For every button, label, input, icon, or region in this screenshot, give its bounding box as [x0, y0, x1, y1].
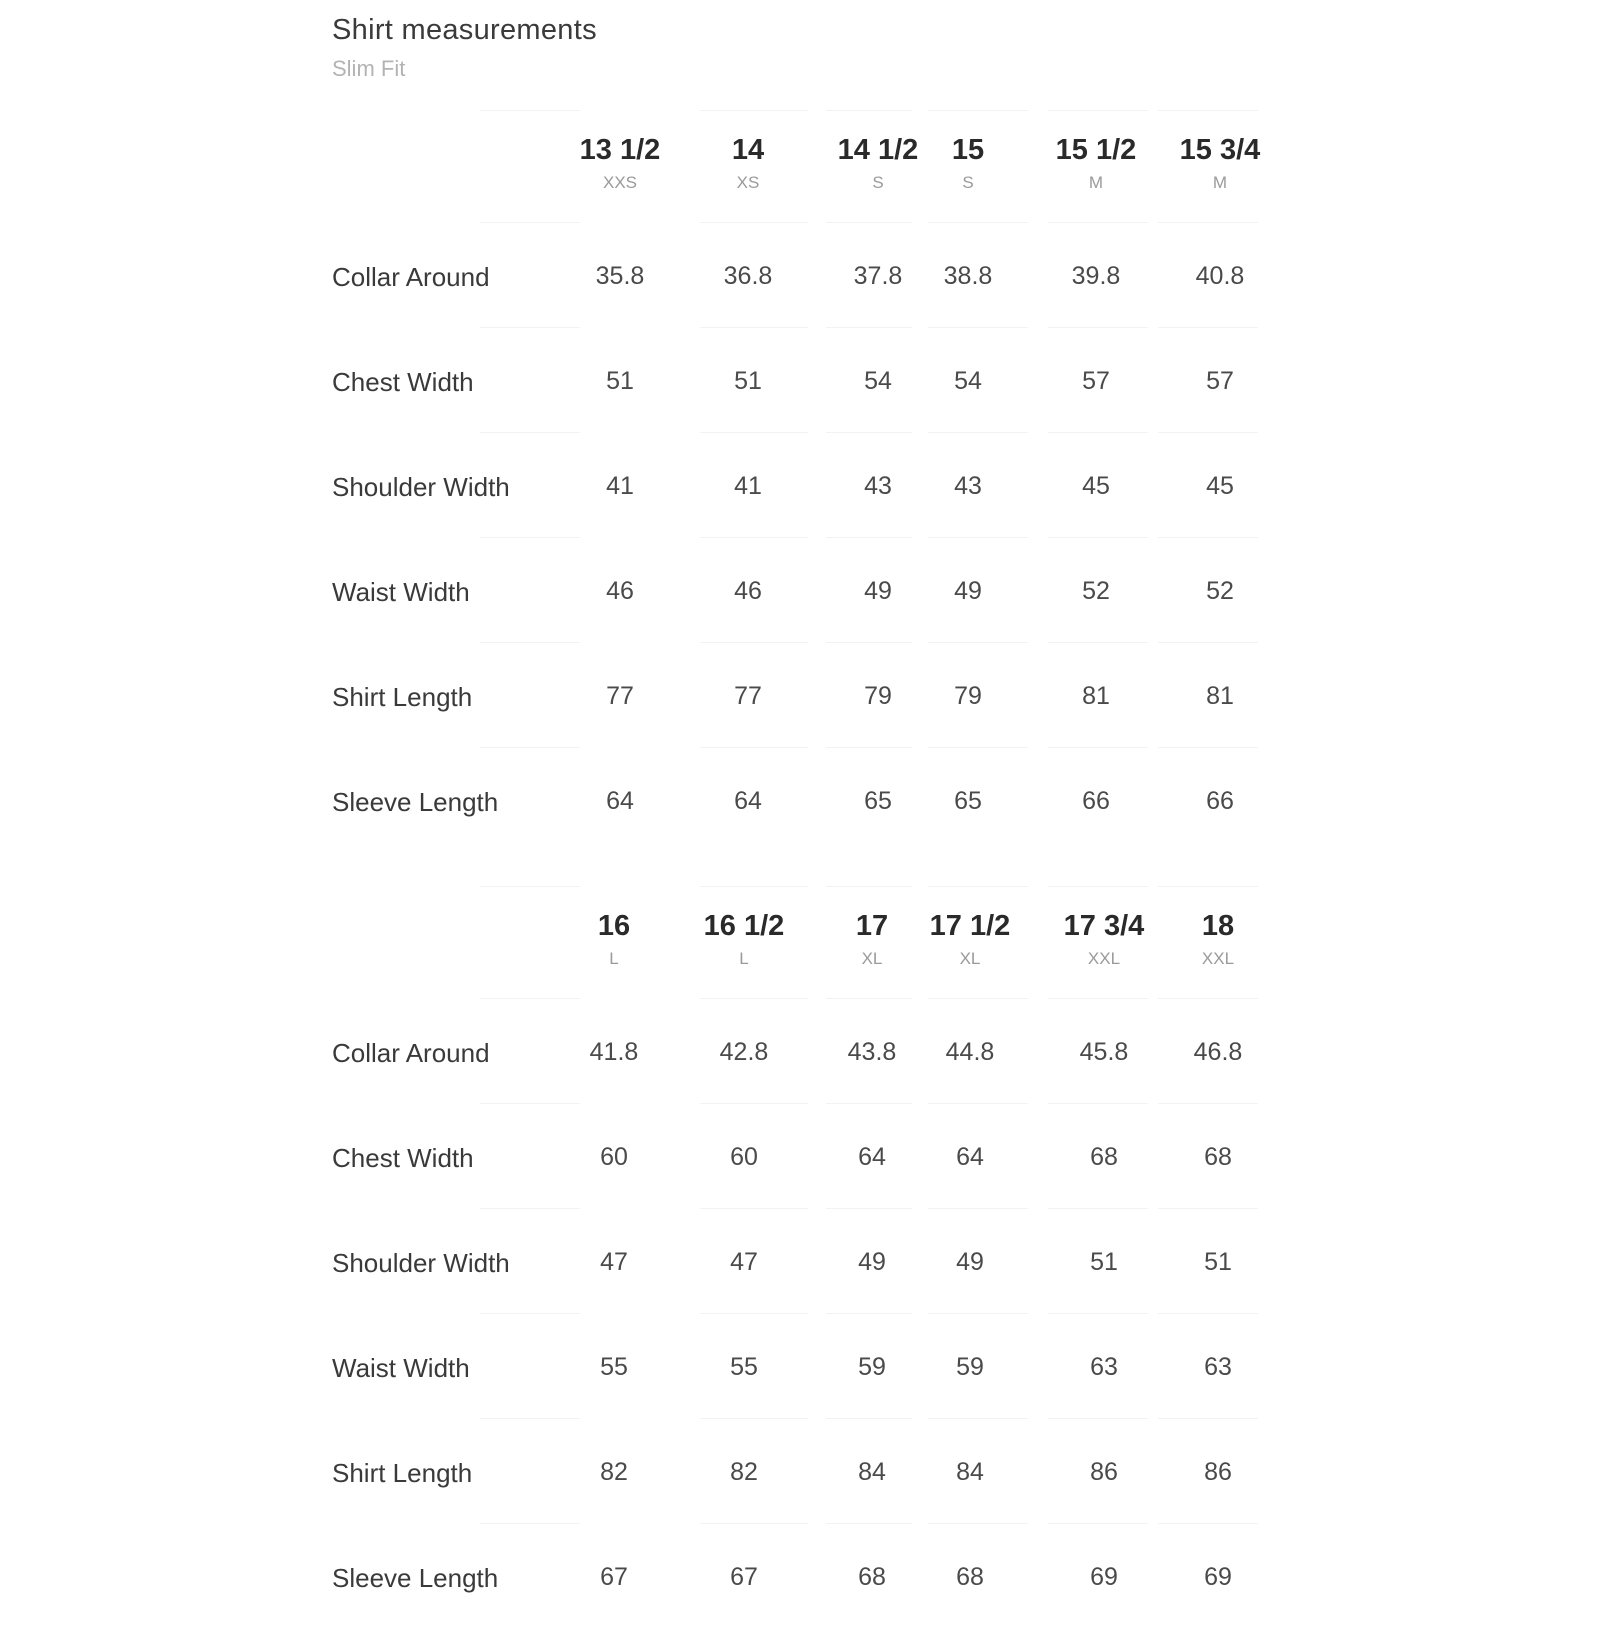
row-divider	[700, 1103, 808, 1104]
row-divider	[480, 642, 580, 643]
row-divider	[1158, 1523, 1258, 1524]
row-divider	[1158, 642, 1258, 643]
row-divider	[1048, 222, 1148, 223]
table-row	[0, 1313, 1600, 1418]
table-cell: 81	[1206, 682, 1234, 710]
row-divider	[826, 1208, 912, 1209]
row-divider	[700, 1208, 808, 1209]
table-cell: 46	[606, 577, 634, 605]
size-number: 15 1/2	[1055, 134, 1137, 166]
table-row	[0, 432, 1600, 537]
size-table-bottom	[0, 886, 1600, 1628]
size-letter: XS	[736, 173, 760, 192]
row-divider	[700, 327, 808, 328]
table-cell: 49	[954, 577, 982, 605]
table-cell: 64	[858, 1143, 886, 1171]
table-cell: 37.8	[853, 262, 903, 290]
size-letter: M	[1212, 173, 1228, 192]
table-cell: 63	[1090, 1353, 1118, 1381]
row-divider	[700, 1523, 808, 1524]
table-cell: 82	[730, 1458, 758, 1486]
table-cell: 64	[956, 1143, 984, 1171]
row-divider	[826, 432, 912, 433]
row-divider	[480, 1418, 580, 1419]
table-cell: 43.8	[847, 1038, 897, 1066]
size-column-header	[1044, 910, 1164, 969]
row-divider	[826, 1103, 912, 1104]
row-divider	[928, 747, 1028, 748]
size-table-top	[0, 110, 1600, 852]
table-cell: 45	[1082, 472, 1110, 500]
row-divider	[1158, 747, 1258, 748]
row-divider	[826, 222, 912, 223]
table-cell: 67	[600, 1563, 628, 1591]
table-cell: 60	[730, 1143, 758, 1171]
row-divider	[700, 222, 808, 223]
size-number: 15 3/4	[1179, 134, 1261, 166]
table-cell: 79	[864, 682, 892, 710]
size-number: 17	[855, 910, 889, 942]
row-divider	[1048, 1418, 1148, 1419]
row-divider	[826, 642, 912, 643]
table-cell: 57	[1082, 367, 1110, 395]
table-cell: 67	[730, 1563, 758, 1591]
size-number: 17 3/4	[1063, 910, 1145, 942]
table-row	[0, 1208, 1600, 1313]
size-letter: XXL	[1087, 949, 1121, 968]
table-cell: 36.8	[723, 262, 773, 290]
row-divider	[480, 537, 580, 538]
table-cell: 65	[954, 787, 982, 815]
row-divider	[700, 642, 808, 643]
row-divider	[700, 1313, 808, 1314]
table-cell: 44.8	[945, 1038, 995, 1066]
row-divider	[700, 432, 808, 433]
size-column-header	[560, 134, 680, 193]
row-divider	[928, 110, 1028, 111]
row-divider	[826, 998, 912, 999]
row-label: Chest Width	[332, 1143, 474, 1173]
table-cell: 49	[858, 1248, 886, 1276]
table-cell: 35.8	[595, 262, 645, 290]
size-column-header	[908, 134, 1028, 193]
row-divider	[928, 537, 1028, 538]
table-cell: 84	[956, 1458, 984, 1486]
row-divider	[480, 1103, 580, 1104]
row-divider	[928, 998, 1028, 999]
row-divider	[1048, 432, 1148, 433]
row-divider	[1158, 1418, 1258, 1419]
row-divider	[480, 1208, 580, 1209]
table-cell: 46.8	[1193, 1038, 1243, 1066]
size-column-header	[1160, 134, 1280, 193]
table-cell: 55	[600, 1353, 628, 1381]
table-cell: 69	[1204, 1563, 1232, 1591]
row-divider	[1158, 327, 1258, 328]
size-letter: XXS	[602, 173, 638, 192]
row-divider	[826, 1418, 912, 1419]
row-divider	[480, 222, 580, 223]
table-cell: 64	[734, 787, 762, 815]
table-cell: 68	[1090, 1143, 1118, 1171]
row-divider	[700, 1418, 808, 1419]
row-label: Waist Width	[332, 1353, 470, 1383]
size-header-row	[0, 110, 1600, 222]
row-divider	[480, 110, 580, 111]
table-cell: 51	[1090, 1248, 1118, 1276]
table-cell: 40.8	[1195, 262, 1245, 290]
table-cell: 86	[1204, 1458, 1232, 1486]
size-number: 16 1/2	[703, 910, 785, 942]
row-divider	[1158, 1313, 1258, 1314]
table-cell: 86	[1090, 1458, 1118, 1486]
table-cell: 60	[600, 1143, 628, 1171]
table-cell: 68	[1204, 1143, 1232, 1171]
row-divider	[700, 537, 808, 538]
row-divider	[826, 327, 912, 328]
table-cell: 51	[606, 367, 634, 395]
table-cell: 59	[956, 1353, 984, 1381]
table-cell: 51	[1204, 1248, 1232, 1276]
table-cell: 41.8	[589, 1038, 639, 1066]
table-cell: 43	[954, 472, 982, 500]
table-cell: 46	[734, 577, 762, 605]
row-divider	[1158, 537, 1258, 538]
table-cell: 65	[864, 787, 892, 815]
table-cell: 55	[730, 1353, 758, 1381]
row-divider	[700, 886, 808, 887]
row-divider	[1048, 642, 1148, 643]
row-divider	[480, 886, 580, 887]
table-cell: 69	[1090, 1563, 1118, 1591]
row-divider	[826, 1313, 912, 1314]
row-label: Shoulder Width	[332, 1248, 510, 1278]
table-row	[0, 222, 1600, 327]
size-letter: S	[872, 173, 884, 192]
row-divider	[480, 327, 580, 328]
row-divider	[826, 110, 912, 111]
table-cell: 49	[864, 577, 892, 605]
table-cell: 63	[1204, 1353, 1232, 1381]
table-cell: 66	[1082, 787, 1110, 815]
row-divider	[928, 1523, 1028, 1524]
table-cell: 43	[864, 472, 892, 500]
size-letter: XXL	[1201, 949, 1235, 968]
table-cell: 77	[734, 682, 762, 710]
size-letter: XL	[959, 949, 981, 968]
row-divider	[1158, 110, 1258, 111]
table-row	[0, 998, 1600, 1103]
row-divider	[1048, 886, 1148, 887]
table-cell: 45	[1206, 472, 1234, 500]
size-number: 14 1/2	[837, 134, 919, 166]
table-cell: 49	[956, 1248, 984, 1276]
row-divider	[1158, 998, 1258, 999]
size-number: 17 1/2	[929, 910, 1011, 942]
size-column-header	[684, 910, 804, 969]
row-divider	[480, 998, 580, 999]
size-number: 15	[951, 134, 985, 166]
table-cell: 45.8	[1079, 1038, 1129, 1066]
size-number: 18	[1201, 910, 1235, 942]
table-cell: 54	[864, 367, 892, 395]
row-divider	[826, 537, 912, 538]
size-letter: L	[739, 949, 749, 968]
table-cell: 57	[1206, 367, 1234, 395]
row-divider	[1158, 432, 1258, 433]
row-label: Shirt Length	[332, 682, 473, 712]
size-column-header	[1158, 910, 1278, 969]
table-cell: 59	[858, 1353, 886, 1381]
row-divider	[1158, 1103, 1258, 1104]
table-cell: 64	[606, 787, 634, 815]
row-divider	[700, 110, 808, 111]
row-divider	[928, 642, 1028, 643]
row-divider	[928, 432, 1028, 433]
size-letter: M	[1088, 173, 1104, 192]
row-divider	[1048, 1208, 1148, 1209]
row-divider	[1158, 222, 1258, 223]
row-label: Collar Around	[332, 1038, 490, 1068]
row-divider	[1048, 1523, 1148, 1524]
row-label: Waist Width	[332, 577, 470, 607]
table-row	[0, 1523, 1600, 1628]
row-divider	[928, 1208, 1028, 1209]
page-title: Shirt measurements	[332, 14, 597, 46]
table-cell: 41	[606, 472, 634, 500]
table-cell: 52	[1082, 577, 1110, 605]
row-divider	[928, 222, 1028, 223]
row-divider	[826, 1523, 912, 1524]
row-label: Collar Around	[332, 262, 490, 292]
table-row	[0, 642, 1600, 747]
row-divider	[928, 1313, 1028, 1314]
row-label: Shoulder Width	[332, 472, 510, 502]
table-cell: 42.8	[719, 1038, 769, 1066]
row-divider	[826, 886, 912, 887]
table-cell: 38.8	[943, 262, 993, 290]
table-cell: 54	[954, 367, 982, 395]
row-divider	[480, 1313, 580, 1314]
row-divider	[928, 1418, 1028, 1419]
size-column-header	[688, 134, 808, 193]
size-letter: L	[609, 949, 619, 968]
row-divider	[1048, 998, 1148, 999]
table-cell: 47	[730, 1248, 758, 1276]
row-divider	[826, 747, 912, 748]
row-divider	[928, 327, 1028, 328]
size-number: 13 1/2	[579, 134, 661, 166]
size-column-header	[1036, 134, 1156, 193]
table-row	[0, 1103, 1600, 1208]
size-column-header	[554, 910, 674, 969]
table-cell: 84	[858, 1458, 886, 1486]
table-cell: 82	[600, 1458, 628, 1486]
row-label: Sleeve Length	[332, 787, 499, 817]
row-divider	[1048, 537, 1148, 538]
table-cell: 41	[734, 472, 762, 500]
size-number: 16	[597, 910, 631, 942]
row-divider	[1048, 1103, 1148, 1104]
size-letter: S	[962, 173, 974, 192]
table-row	[0, 327, 1600, 432]
table-cell: 66	[1206, 787, 1234, 815]
row-label: Shirt Length	[332, 1458, 473, 1488]
row-divider	[1158, 1208, 1258, 1209]
table-cell: 77	[606, 682, 634, 710]
table-cell: 68	[858, 1563, 886, 1591]
row-label: Chest Width	[332, 367, 474, 397]
row-divider	[1048, 747, 1148, 748]
row-divider	[1158, 886, 1258, 887]
row-divider	[480, 1523, 580, 1524]
size-header-row	[0, 886, 1600, 998]
row-divider	[1048, 1313, 1148, 1314]
table-cell: 68	[956, 1563, 984, 1591]
row-divider	[928, 1103, 1028, 1104]
row-divider	[480, 747, 580, 748]
table-row	[0, 747, 1600, 852]
size-column-header	[910, 910, 1030, 969]
row-divider	[1048, 110, 1148, 111]
table-cell: 79	[954, 682, 982, 710]
table-cell: 52	[1206, 577, 1234, 605]
row-divider	[700, 998, 808, 999]
table-cell: 47	[600, 1248, 628, 1276]
size-number: 14	[731, 134, 765, 166]
row-divider	[1048, 327, 1148, 328]
table-cell: 51	[734, 367, 762, 395]
table-row	[0, 537, 1600, 642]
table-cell: 39.8	[1071, 262, 1121, 290]
table-cell: 81	[1082, 682, 1110, 710]
row-divider	[928, 886, 1028, 887]
row-divider	[480, 432, 580, 433]
size-letter: XL	[861, 949, 883, 968]
row-label: Sleeve Length	[332, 1563, 499, 1593]
row-divider	[700, 747, 808, 748]
table-row	[0, 1418, 1600, 1523]
page-subtitle: Slim Fit	[332, 56, 406, 81]
